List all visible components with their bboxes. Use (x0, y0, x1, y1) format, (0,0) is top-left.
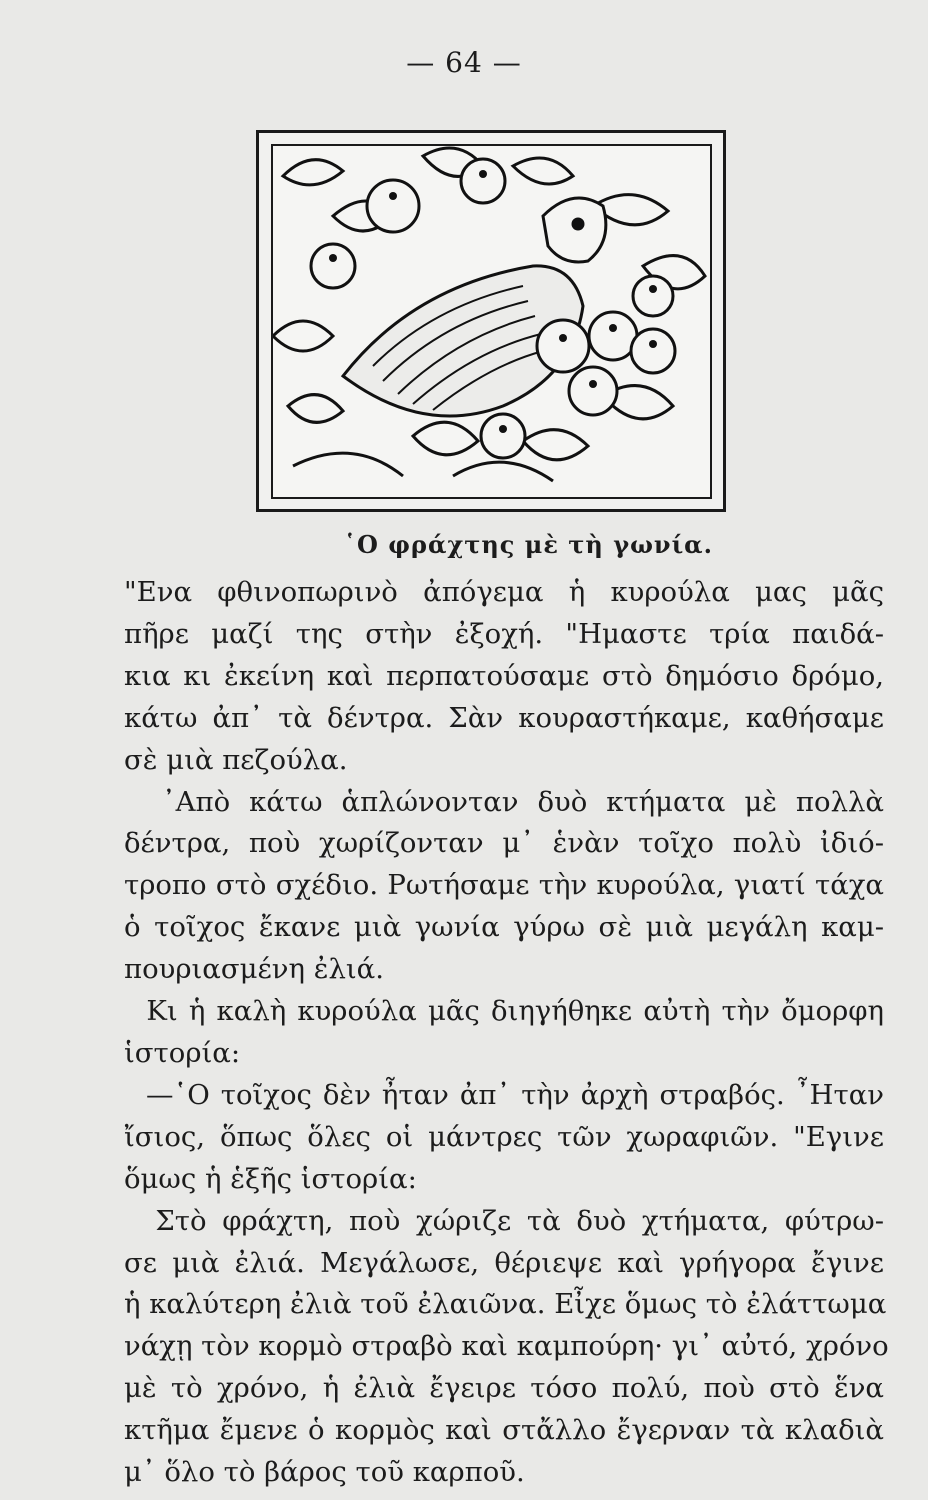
text-line: ἡ καλύτερη ἐλιὰ τοῦ ἐλαιῶνα. Εἶχε ὅμως τὸ ἐλάττωμα (124, 1288, 887, 1321)
text-line: "Ενα φθινοπωρινὸ ἀπόγεμα ἡ κυρούλα μας μᾶς (124, 576, 884, 608)
engraving-image (273, 146, 710, 497)
paragraph-2 (124, 782, 884, 992)
text-line: πουριασμένη ἐλιά. (124, 953, 384, 986)
text-line: σὲ μιὰ πεζούλα. (124, 743, 348, 776)
text-line: —῾Ο τοῖχος δὲν ἦταν ἀπ᾽ τὴν ἀρχὴ στραβός. ῏Ηταν (124, 1078, 884, 1111)
text-line: Στὸ φράχτη, ποὺ χώριζε τὰ δυὸ χτήματα, φύτρω- (124, 1204, 884, 1237)
text-line: δέντρα, ποὺ χωρίζονταν μ᾽ ἑνὰν τοῖχο πολὺ ἰδιό- (124, 827, 884, 860)
text-line: μ᾽ ὅλο τὸ βάρος τοῦ καρποῦ. (124, 1456, 525, 1489)
bird-among-apples-illustration (271, 144, 712, 499)
text-line: ὁ τοῖχος ἔκανε μιὰ γωνία γύρω σὲ μιὰ μεγάλη καμ- (124, 911, 884, 944)
text-line: ὅμως ἡ ἑξῆς ἱστορία: (124, 1162, 417, 1195)
illustration-caption: ῾Ο φράχτης μὲ τὴ γωνία. (344, 530, 714, 559)
text-line: κτῆμα ἔμενε ὁ κορμὸς καὶ στἄλλο ἔγερναν τὰ κλαδιὰ (124, 1414, 884, 1447)
paragraph-5 (124, 1201, 889, 1494)
text-line: σε μιὰ ἐλιά. Μεγάλωσε, θέριεψε καὶ γρήγορα ἔγινε (124, 1246, 884, 1279)
paragraph-1 (124, 572, 884, 782)
text-line: τροπο στὸ σχέδιο. Ρωτήσαμε τὴν κυρούλα, γιατί τάχα (124, 869, 884, 902)
page-number: — 64 — (406, 46, 522, 79)
paragraph-3 (124, 991, 884, 1075)
text-line: μὲ τὸ χρόνο, ἡ ἐλιὰ ἔγειρε τόσο πολύ, ποὺ στὸ ἕνα (124, 1372, 884, 1405)
text-line: ἴσιος, ὅπως ὅλες οἱ μάντρες τῶν χωραφιῶν. "Εγινε (124, 1120, 884, 1153)
text-line: κια κι ἐκείνη καὶ περπατούσαμε στὸ δημόσιο δρόμο, (124, 659, 884, 692)
text-line: ἱστορία: (124, 1036, 241, 1069)
text-line: πῆρε μαζί της στὴν ἐξοχή. "Ημαστε τρία παιδά- (124, 617, 884, 650)
illustration-frame (256, 130, 726, 512)
story-text (124, 572, 889, 1494)
text-line: κάτω ἀπ᾽ τὰ δέντρα. Σὰν κουραστήκαμε, καθήσαμε (124, 701, 884, 734)
paragraph-4 (124, 1075, 884, 1201)
text-line: Κι ἡ καλὴ κυρούλα μᾶς διηγήθηκε αὐτὴ τὴν ὄμορφη (124, 995, 884, 1028)
text-line: νάχῃ τὸν κορμὸ στραβὸ καὶ καμπούρη· γι᾽ αὐτό, χρόνο (124, 1330, 889, 1363)
text-line: ᾿Απὸ κάτω ἁπλώνονταν δυὸ κτήματα μὲ πολλὰ (124, 785, 884, 818)
